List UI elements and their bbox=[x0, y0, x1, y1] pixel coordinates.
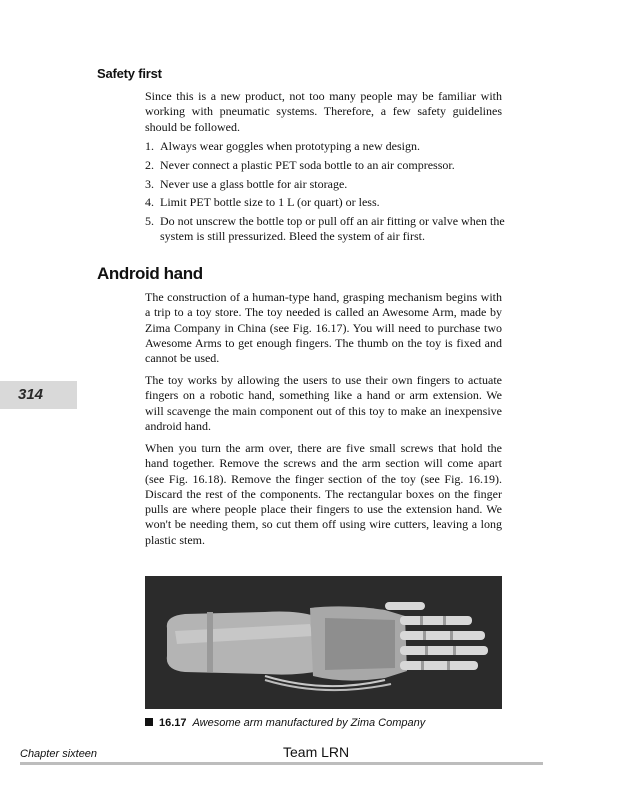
section-heading-safety-first: Safety first bbox=[97, 66, 162, 81]
list-item: 1. Always wear goggles when prototyping a new design. bbox=[145, 139, 420, 153]
android-paragraph-2: The toy works by allowing the users to use their own fingers to actuate fingers on a robotic hand, something like a hand or arm extension. We will scavenge the main component out of this toy to make an inexpensive android hand. bbox=[145, 373, 502, 433]
android-paragraph-3: When you turn the arm over, there are five small screws that hold the hand together. Remove the screws and the arm section will come apart (see Fig. 16.18). Remove the finger section of the toy (see Fig. 16.19). Discard the rest of the components. The rectangular boxes on the finger pulls are where people place their fingers to use the extension hand. We won't be needing them, so cut them off using wire cutters, leaving a long plastic stem. bbox=[145, 441, 502, 547]
list-item: 2. Never connect a plastic PET soda bottle to an air compressor. bbox=[145, 157, 455, 172]
figure-number: 16.17 bbox=[159, 717, 187, 729]
page-number-tab bbox=[0, 381, 77, 409]
footer-chapter: Chapter sixteen bbox=[20, 748, 98, 760]
footer-rule bbox=[20, 762, 543, 765]
caption-square-marker bbox=[145, 718, 153, 726]
figure-caption bbox=[145, 717, 425, 729]
safety-guidelines-list bbox=[145, 139, 505, 248]
list-item: 3. Never use a glass bottle for air storage. bbox=[145, 176, 348, 191]
figure-photo-awesome-arm bbox=[145, 576, 502, 709]
footer-center-text: Team LRN bbox=[283, 744, 350, 760]
safety-intro-paragraph: Since this is a new product, not too many people may be familiar with working with pneumatic systems. Therefore, a few safety guidelines should be followed. bbox=[145, 89, 502, 134]
android-paragraph-1: The construction of a human-type hand, grasping mechanism begins with a trip to a toy store. The toy needed is called an Awesome Arm, made by Zima Company in China (see Fig. 16.17). You will need to purchase two Awesome Arms to get enough fingers. The thumb on the toy is fixed and cannot be used. bbox=[145, 290, 502, 366]
page-number: 314 bbox=[18, 386, 44, 403]
list-item: 5. Do not unscrew the bottle top or pull off an air fitting or valve when the system is still pressurized. Bleed the system of air first. bbox=[145, 214, 505, 244]
figure-caption-text: Awesome arm manufactured by Zima Company bbox=[192, 717, 426, 729]
list-item: 4. Limit PET bottle size to 1 L (or quart) or less. bbox=[145, 195, 380, 210]
robotic-arm-illustration bbox=[145, 576, 502, 709]
section-heading-android-hand: Android hand bbox=[97, 264, 203, 283]
